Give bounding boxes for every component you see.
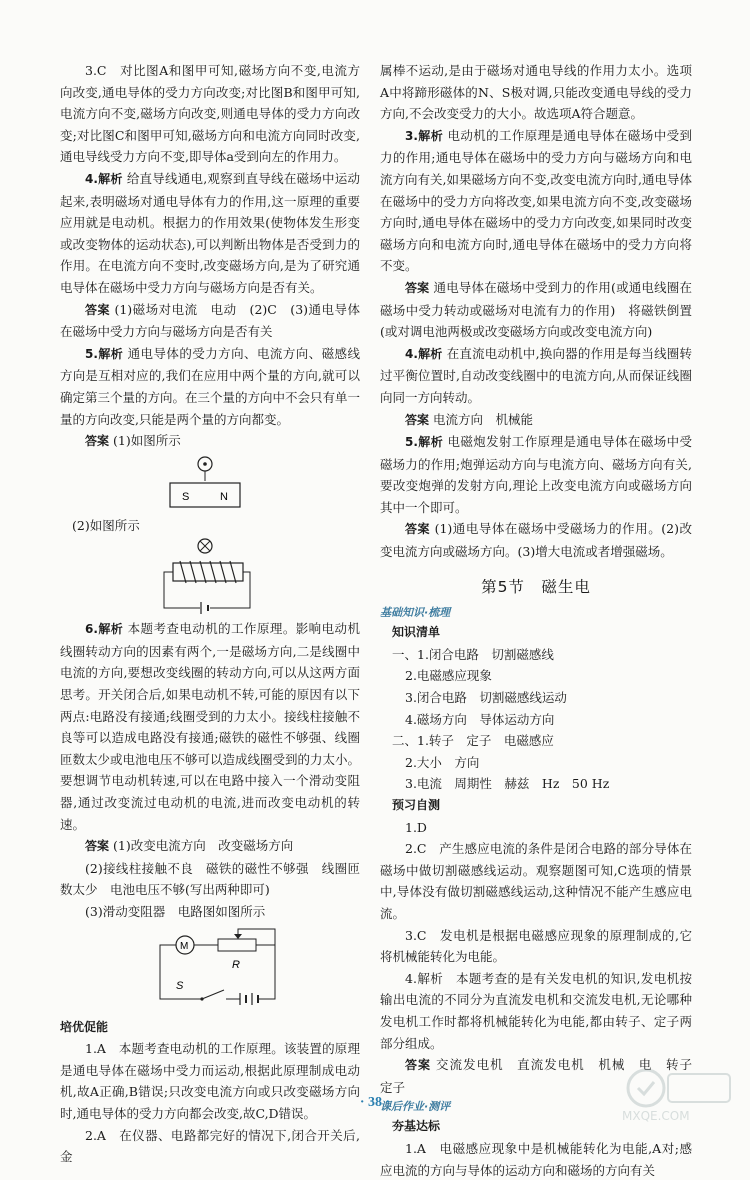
solenoid-diagram — [60, 536, 360, 618]
section-title: 第5节 磁生电 — [481, 577, 591, 596]
knowledge-3: 3.闭合电路 切割磁感线运动 — [405, 690, 567, 706]
resistor-label: R — [232, 958, 240, 971]
answer-key-5-right: 答案 (1)通电导体在磁场中受磁场力的作用。(2)改变电流方向或磁场方向。(3)增大电流或者增强磁场。 — [380, 521, 692, 560]
watermark-text: MXQE.COM — [622, 1109, 690, 1123]
preview-4: 4.解析 本题考查的是有关发电机的知识,发电机按输出电流的不同分为直流发电机和交流发电机,无论哪种发电机工作时都将机械能转化为电能,都由转子、定子两部分组成。 — [380, 970, 692, 1051]
preview-1: 1.D — [405, 819, 427, 835]
right-column — [380, 60, 705, 1180]
analysis-5: 5.解析 通电导体的受力方向、电流方向、磁感线方向是互相对应的,我们在应用中两个量的方向,就可以确定第三个量的方向。在三个量的方向中不会只有单一量的方向改变,只能是两个量的方向都变。 — [60, 345, 361, 427]
switch-label: S — [176, 979, 184, 992]
circuit-diagram — [60, 923, 360, 1015]
answer-key-6-2: (2)接线柱接触不良 磁铁的磁性不够强 线圈匝数太少 电池电压不够(写出两种即可) — [60, 860, 360, 898]
answer-key-6-1: 答案 (1)改变电流方向 改变磁场方向 — [85, 838, 294, 854]
continued-text: 属棒不运动,是由于磁场对通电导线的作用力太小。选项A中将蹄形磁体的N、S极对调,只能改变通电导线的受力方向,不会改变受力的大小。故选项A符合题意。 — [380, 63, 692, 122]
answer-key-5: 答案 (1)如图所示 — [85, 433, 181, 449]
analysis-3: 3.解析 电动机的工作原理是通电导体在磁场中受到力的作用;通电导体在磁场中的受力方向与磁场方向和电流方向有关,如果磁场方向不变,改变电流方向时,通电导体在磁场中的受力方向将改变,如果电流方向不变,改变磁场方向时,通电导体在磁场中的受力方向改变,如果同时改变磁场方向和电流方向时,通电导体在磁场中的受力方向将不变。 — [380, 127, 692, 274]
circuit-figure — [60, 923, 360, 1015]
left-column — [60, 60, 360, 1168]
knowledge-2: 2.电磁感应现象 — [405, 668, 492, 684]
magnet-figure — [60, 453, 360, 515]
section-peiyou: 培优促能 — [60, 1019, 109, 1034]
knowledge-7: 3.电流 周期性 赫兹 Hz 50 Hz — [405, 776, 610, 792]
answer-key-3: 答案 通电导体在磁场中受到力的作用(或通电线圈在磁场中受力转动或磁场对电流有力的作用) 将磁铁倒置(或对调电池两极或改变磁场方向或改变电流方向) — [380, 279, 692, 340]
preview-3: 3.C 发电机是根据电磁感应现象的原理制成的,它将机械能转化为电能。 — [380, 927, 692, 965]
magnet-n-label: N — [220, 490, 228, 503]
analysis-4-right: 4.解析 在直流电动机中,换向器的作用是每当线圈转过平衡位置时,自动改变线圈中的电流方向,从而保证线圈向同一方向转动。 — [380, 345, 692, 405]
preview-answer-4: 答案 交流发电机 直流发电机 机械 电 转子 定子 — [380, 1057, 705, 1095]
band-basic-knowledge: 基础知识·梳理 — [380, 606, 451, 620]
magnet-s-label: S — [182, 490, 190, 503]
analysis-5-right: 5.解析 电磁炮发射工作原理是通电导体在磁场中受磁场力的作用;炮弹运动方向与电流方向、磁场方向有关,要改变炮弹的发射方向,理论上改变电流方向或磁场方向其中一个即可。 — [380, 434, 692, 515]
preview-test-heading: 预习自测 — [392, 798, 441, 812]
homework-1: 1.A 电磁感应现象中是机械能转化为电能,A对;感应电流的方向与导体的运动方向和磁场的方向有关 — [380, 1140, 692, 1178]
question-2: 2.A 在仪器、电路都完好的情况下,闭合开关后,金 — [60, 1127, 360, 1165]
watermark-logo — [616, 1066, 736, 1124]
analysis-6: 6.解析 本题考查电动机的工作原理。影响电动机线圈转动方向的因素有两个,一是磁场方向,二是线圈中电流的方向,要想改变线圈的转动方向,可以从这两方面思考。开关闭合后,如果电动机不转,可能的原因有以下两点:电路没有接通;线圈受到的力太小。接线柱接触不良等可以造成电路没有接通;磁铁的磁性不够强、线圈匝数太少或电池电压不够可以造成线圈受到的力太小。要想调节电动机转速,可以在电路中接入一个滑动变阻器,通过改变流过电动机的电流,进而改变电动机的转速。 — [60, 621, 361, 832]
question-1: 1.A 本题考查电动机的工作原理。该装置的原理是通电导体在磁场中受力而运动,根据此原理制成电动机,故A正确,B错误;只改变电流方向或只改变磁场方向时,通电导体的受力方向都会改变,故C,D错误。 — [60, 1041, 360, 1121]
page-number: · 38 · — [359, 1095, 391, 1110]
basic-practice-heading: 夯基达标 — [392, 1119, 441, 1134]
solenoid-figure — [60, 536, 360, 618]
answer-key-6-3: (3)滑动变阻器 电路图如图所示 — [85, 904, 266, 919]
knowledge-4: 4.磁场方向 导体运动方向 — [405, 711, 555, 727]
band-homework: 课后作业·测评 — [380, 1100, 451, 1114]
knowledge-list-heading: 知识清单 — [392, 625, 441, 640]
motor-label: M — [180, 940, 189, 952]
analysis-4: 4.解析 给直导线通电,观察到直导线在磁场中运动起来,表明磁场对通电导体有力的作用,这一原理的重要应用就是电动机。根据力的作用效果(使物体发生形变或改变物体的运动状态),可以判断出物体是否受到力的作用。在电流方向不变时,改变磁场方向,是为了研究通电导体在磁场中受力方向与磁场方向是否有关。 — [60, 170, 360, 295]
answer-3: 3.C 对比图A和图甲可知,磁场方向不变,电流方向改变,通电导体的受力方向改变;对比图B和图甲可知,电流方向不变,磁场方向改变,则通电导体的受力方向改变;对比图C和图甲可知,磁场方向和电流方向同时改变,通电导线受力方向不变,即导体a受到向左的作用力。 — [60, 63, 360, 165]
knowledge-1: 一、1.闭合电路 切割磁感线 — [392, 646, 554, 662]
preview-2: 2.C 产生感应电流的条件是闭合电路的部分导体在磁场中做切割磁感线运动。观察题图可知,C选项的情景中,导体没有做切割磁感线运动,这种情况不能产生感应电流。 — [380, 841, 692, 921]
knowledge-5: 二、1.转子 定子 电磁感应 — [392, 733, 554, 749]
magnet-diagram — [60, 453, 360, 515]
answer-key-4-right: 答案 电流方向 机械能 — [405, 411, 534, 427]
answer-key-4: 答案 (1)磁场对电流 电动 (2)C (3)通电导体在磁场中受力方向与磁场方向是否有关 — [60, 301, 360, 340]
knowledge-6: 2.大小 方向 — [405, 754, 480, 770]
answer-5-2: (2)如图所示 — [72, 517, 140, 533]
